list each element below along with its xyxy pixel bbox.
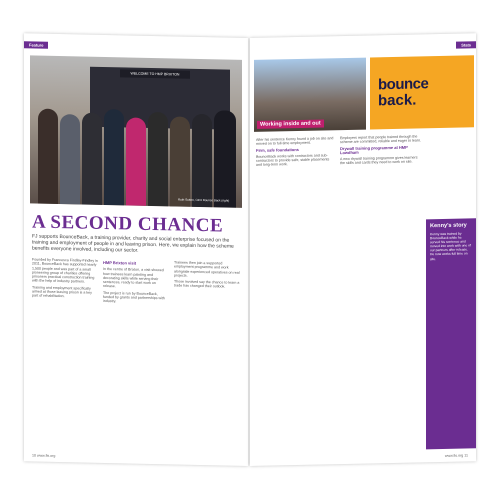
page-number-right: www.fis.org 11 bbox=[444, 453, 468, 458]
subheading: HMP Brixton visit bbox=[103, 259, 137, 266]
text-column-3 bbox=[174, 260, 240, 291]
paragraph: Founded by Francesca Findlay-Findley in 2011, BounceBack has supported nearly 1,500 people and was part of a small pioneering group of charities offering prisoners practical construction training with the help of industry partners. bbox=[32, 257, 98, 285]
subheading: Drywall training programme at HMP Lowdham bbox=[340, 144, 408, 156]
photo-overlay-title: Working inside and out bbox=[257, 119, 324, 128]
text-column-2 bbox=[340, 134, 422, 167]
sidebar-title: Kenny's story bbox=[430, 222, 467, 230]
bounceback-logo bbox=[370, 55, 474, 129]
paragraph: Those involved say the chance to learn a trade has changed their outlook. bbox=[174, 279, 240, 290]
photo-caption: Ruth Sutton, CEO Bounce Back (right) bbox=[178, 197, 230, 204]
section-tab-stats: Stats bbox=[456, 41, 476, 48]
text-column-1 bbox=[32, 257, 98, 301]
subheading: Firm, safe foundations bbox=[256, 146, 299, 153]
standfirst: FJ supports BounceBack, a training provider, charity and social enterprise focused on the training and employment of people in and leaving prison. Here, we explain how the scheme benefits everyone involved, including our sector. bbox=[32, 233, 234, 254]
section-tab-feature: Feature bbox=[24, 41, 48, 49]
photo-sign: WELCOME TO HMP BRIXTON bbox=[120, 69, 190, 78]
person-figure bbox=[82, 113, 102, 205]
left-page bbox=[24, 33, 248, 466]
page-number-left: 10 www.fis.org bbox=[32, 453, 56, 458]
paragraph: Employers report that people trained through the scheme are committed, reliable and eager to learn. bbox=[340, 134, 422, 145]
logo-text-line1: bounce bbox=[378, 75, 429, 94]
paragraph: BounceBack works with contractors and sub-contractors to provide safe, stable placements and long-term work. bbox=[256, 153, 330, 168]
person-figure bbox=[170, 116, 190, 206]
person-figure bbox=[38, 109, 58, 204]
workshop-photo bbox=[254, 58, 366, 132]
person-figure bbox=[214, 110, 236, 207]
person-figure bbox=[192, 114, 212, 207]
kennys-story-sidebar bbox=[426, 218, 476, 449]
person-figure bbox=[126, 117, 146, 205]
paragraph: Training and employment specifically aimed at those leaving prison is a key part of rehabilitation. bbox=[32, 285, 92, 299]
magazine-spread bbox=[0, 38, 500, 466]
text-column-2 bbox=[103, 259, 169, 307]
paragraph: The project is run by BounceBack, funded by grants and partnerships with industry. bbox=[103, 290, 165, 304]
person-figure bbox=[60, 114, 80, 204]
paragraph: Trainees then join a supported employment programme and work alongside experienced operatives on real projects. bbox=[174, 260, 240, 278]
right-page bbox=[250, 33, 476, 466]
paragraph: After his sentence Kenny found a job on site and moved on to full-time employment. bbox=[256, 136, 334, 147]
sidebar-text: Kenny was trained by BounceBack while he served his sentence and moved into work with one of our partners after release. He now works full time on site. bbox=[430, 231, 471, 261]
headline: A SECOND CHANCE bbox=[32, 211, 224, 237]
logo-text-line2: back. bbox=[378, 91, 417, 110]
text-column-1 bbox=[256, 136, 336, 169]
paragraph: A new drywall training programme gives learners the skills and cards they need to work on site. bbox=[340, 155, 418, 166]
group-photo bbox=[30, 55, 242, 207]
paragraph: In the centre of Brixton, a visit showed how trainees learn painting and decorating skills while serving their sentences, ready to start work on release. bbox=[103, 267, 164, 289]
person-figure bbox=[104, 109, 124, 205]
person-figure bbox=[148, 112, 168, 206]
